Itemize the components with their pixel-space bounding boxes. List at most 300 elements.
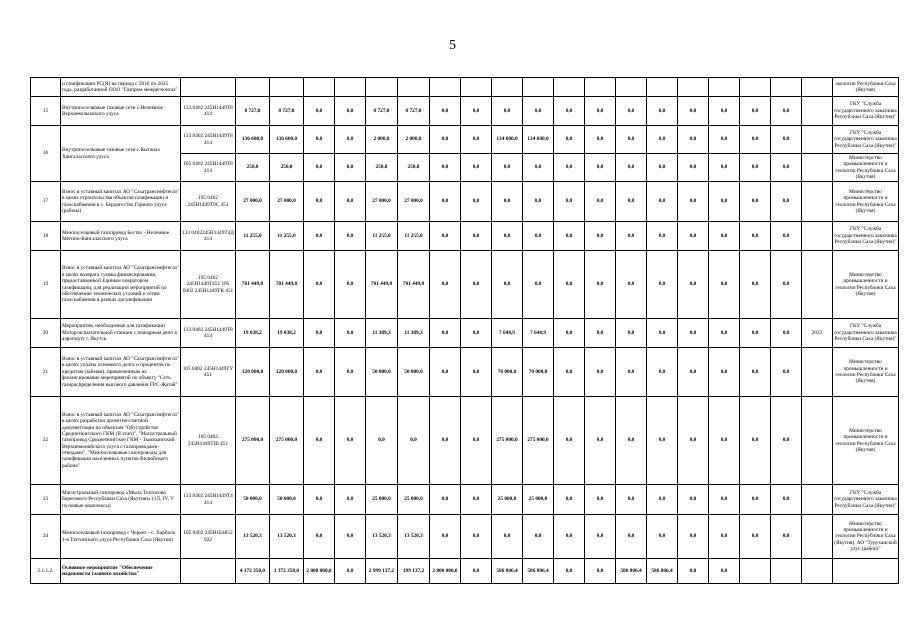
amount-cell: 0,0 [523, 154, 554, 182]
amount-cell: 0,0 [616, 348, 647, 397]
amount-cell: 0,0 [678, 182, 709, 222]
responsible-cell: Министерство промышленности и геологии Республики Саха (Якутия) [833, 154, 899, 182]
table-row [31, 319, 899, 348]
table-row [31, 515, 899, 559]
amount-cell: 0,0 [771, 182, 802, 222]
amount-cell: 0,0 [771, 397, 802, 485]
amount-cell: 0,0 [709, 182, 740, 222]
amount-cell: 0,0 [304, 97, 335, 126]
responsible-cell: ГКУ "Служба государственного заказчика Республики Саха (Якутия)" [833, 126, 899, 154]
amount-cell: 0,0 [616, 182, 647, 222]
amount-cell: 0,0 [740, 154, 771, 182]
year-cell [802, 397, 833, 485]
responsible-cell: экологии Республики Саха (Якутия) [833, 78, 899, 97]
amount-cell: 0,0 [461, 515, 492, 559]
amount-cell: 0,0 [678, 559, 709, 584]
amount-cell: 2 000,0 [366, 126, 398, 154]
budget-code-cell: 133 0402 245Н1449Т8 414 [181, 319, 236, 348]
amount-cell: 0,0 [461, 485, 492, 515]
responsible-cell: Министерство промышленности и геологии Республики Саха (Якутия) [833, 182, 899, 222]
amount-cell: 701 449,8 [366, 251, 398, 319]
amount-cell: 70 000,0 [492, 348, 523, 397]
amount-cell: 0,0 [335, 485, 366, 515]
amount-cell: 0,0 [554, 251, 585, 319]
amount-cell: 275 000,0 [270, 397, 304, 485]
responsible-cell: Министерство промышленности и геологии Республики Саха (Якутия) [833, 397, 899, 485]
amount-cell: 136 600,0 [236, 126, 270, 154]
amount-cell [523, 78, 554, 97]
amount-cell: 0,0 [430, 126, 461, 154]
amount-cell: 0,0 [430, 97, 461, 126]
amount-cell: 0,0 [709, 559, 740, 584]
amount-cell: 0,0 [461, 348, 492, 397]
amount-cell: 0,0 [647, 397, 678, 485]
amount-cell: 275 000,0 [523, 397, 554, 485]
table-row [31, 222, 899, 251]
amount-cell: 0,0 [616, 515, 647, 559]
amount-cell: 0,0 [585, 348, 616, 397]
amount-cell: 0,0 [554, 222, 585, 251]
amount-cell: 134 600,0 [492, 126, 523, 154]
amount-cell: 0,0 [709, 515, 740, 559]
amount-cell: 0,0 [740, 97, 771, 126]
year-cell [802, 251, 833, 319]
amount-cell: 0,0 [523, 182, 554, 222]
amount-cell: 0,0 [430, 222, 461, 251]
amount-cell [335, 78, 366, 97]
amount-cell: 1 372 350,0 [270, 559, 304, 584]
amount-cell: 0,0 [335, 154, 366, 182]
amount-cell: 0,0 [335, 182, 366, 222]
table-row [31, 251, 899, 319]
budget-code-cell: 105 0402 245Н1Б4852 922 [181, 515, 236, 559]
row-number-cell: 19 [31, 251, 61, 319]
amount-cell: 0,0 [678, 222, 709, 251]
amount-cell: 0,0 [554, 97, 585, 126]
amount-cell: 25 000,0 [523, 485, 554, 515]
amount-cell: 0,0 [554, 348, 585, 397]
year-cell [802, 78, 833, 97]
amount-cell: 0,0 [585, 251, 616, 319]
table-body [31, 78, 899, 584]
amount-cell: 0,0 [678, 154, 709, 182]
amount-cell: 11 389,3 [366, 319, 398, 348]
amount-cell: 19 038,2 [270, 319, 304, 348]
amount-cell: 0,0 [304, 319, 335, 348]
amount-cell: 0,0 [585, 182, 616, 222]
amount-cell: 0,0 [430, 154, 461, 182]
amount-cell: 11 389,3 [398, 319, 430, 348]
amount-cell: 0,0 [585, 154, 616, 182]
amount-cell: 2 999 137,2 [366, 559, 398, 584]
amount-cell: 0,0 [461, 126, 492, 154]
amount-cell: 199 137,2 [398, 559, 430, 584]
amount-cell: 0,0 [616, 397, 647, 485]
amount-cell: 0,0 [461, 251, 492, 319]
amount-cell: 0,0 [709, 126, 740, 154]
amount-cell: 0,0 [398, 397, 430, 485]
budget-code-cell: 105 0402 245Н1449Т451 105 0402 245Н1449ТК 451 [181, 251, 236, 319]
amount-cell [554, 78, 585, 97]
amount-cell: 0,0 [678, 348, 709, 397]
responsible-cell: Министерство промышленности и геологии Республики Саха (Якутия), АО "Туруханский улус (район)" [833, 515, 899, 559]
amount-cell: 0,0 [647, 348, 678, 397]
amount-cell: 27 000,0 [270, 182, 304, 222]
amount-cell: 0,0 [554, 515, 585, 559]
amount-cell [585, 78, 616, 97]
amount-cell: 8 727,0 [366, 97, 398, 126]
table-row [31, 485, 899, 515]
amount-cell: 0,0 [461, 559, 492, 584]
amount-cell: 0,0 [678, 515, 709, 559]
amount-cell: 0,0 [709, 319, 740, 348]
amount-cell: 0,0 [430, 485, 461, 515]
amount-cell: 8 727,0 [270, 97, 304, 126]
amount-cell: 0,0 [678, 485, 709, 515]
row-number-cell [31, 78, 61, 97]
amount-cell: 0,0 [740, 485, 771, 515]
budget-code-cell [181, 78, 236, 97]
amount-cell: 0,0 [740, 319, 771, 348]
amount-cell: 0,0 [771, 154, 802, 182]
page-number: 5 [449, 38, 456, 53]
amount-cell: 0,0 [335, 515, 366, 559]
responsible-cell: Министерство промышленности и геологии Республики Саха (Якутия) [833, 348, 899, 397]
amount-cell: 701 449,8 [270, 251, 304, 319]
amount-cell: 0,0 [678, 126, 709, 154]
amount-cell: 134 600,0 [523, 126, 554, 154]
amount-cell: 0,0 [461, 319, 492, 348]
amount-cell: 27 000,0 [366, 182, 398, 222]
year-cell [802, 126, 833, 154]
amount-cell: 0,0 [304, 154, 335, 182]
row-number-cell: 22 [31, 397, 61, 485]
row-number-cell: 17 [31, 182, 61, 222]
amount-cell: 0,0 [554, 559, 585, 584]
amount-cell: 0,0 [554, 154, 585, 182]
amount-cell: 11 255,0 [236, 222, 270, 251]
responsible-cell: Министерство промышленности и геологии Республики Саха (Якутия) [833, 251, 899, 319]
amount-cell: 0,0 [616, 126, 647, 154]
amount-cell: 586 806,4 [492, 559, 523, 584]
amount-cell: 0,0 [771, 251, 802, 319]
amount-cell [709, 78, 740, 97]
amount-cell: 0,0 [335, 251, 366, 319]
amount-cell: 13 520,3 [236, 515, 270, 559]
amount-cell [270, 78, 304, 97]
amount-cell: 0,0 [647, 485, 678, 515]
row-number-cell: 24 [31, 515, 61, 559]
amount-cell: 0,0 [304, 397, 335, 485]
amount-cell: 0,0 [554, 319, 585, 348]
amount-cell: 0,0 [554, 485, 585, 515]
amount-cell: 2 800 000,0 [430, 559, 461, 584]
row-number-cell: 15 [31, 97, 61, 126]
event-name-cell: Взнос в уставный капитал АО "Сахатранснефтегаз" в целях строительства объектов газификации и газоснабжения в с. Бердигестях Горного улуса (района) [61, 182, 181, 222]
table-row [31, 126, 899, 154]
amount-cell: 0,0 [523, 251, 554, 319]
amount-cell [304, 78, 335, 97]
amount-cell: 275 000,0 [492, 397, 523, 485]
budget-code-cell: 133 0402 245Н1449Т8 414 [181, 126, 236, 154]
year-cell [802, 154, 833, 182]
amount-cell: 0,0 [616, 251, 647, 319]
event-name-cell: Взнос в уставный капитал АО "Сахатранснефтегаз" в целях уплаты основного долга и процентов по кредитам (займам), привлеченным на финансирование мероприятий по объекту "Сеть газораспределения высокого давления ГРС-Жатай" [61, 348, 181, 397]
amount-cell: 0,0 [709, 97, 740, 126]
amount-cell: 0,0 [771, 515, 802, 559]
row-number-cell: 23 [31, 485, 61, 515]
amount-cell: 0,0 [740, 126, 771, 154]
amount-cell [740, 78, 771, 97]
amount-cell: 0,0 [461, 97, 492, 126]
year-cell [802, 348, 833, 397]
amount-cell: 27 000,0 [236, 182, 270, 222]
program-table [30, 77, 899, 584]
amount-cell: 701 449,8 [398, 251, 430, 319]
amount-cell: 50 000,0 [398, 348, 430, 397]
row-number-cell: 21 [31, 348, 61, 397]
amount-cell: 0,0 [430, 182, 461, 222]
amount-cell: 13 520,3 [398, 515, 430, 559]
budget-code-cell: 133 0402 245Н1449Т4 414 [181, 485, 236, 515]
event-name-cell: Магистральный газопровод «Мыла Тохтохово Берегового Республики Саха (Якутия)» (1Л, IV, V пусковые комплексы) [61, 485, 181, 515]
budget-code-cell [181, 559, 236, 584]
amount-cell: 0,0 [647, 97, 678, 126]
amount-cell: 25 000,0 [398, 485, 430, 515]
amount-cell: 0,0 [740, 182, 771, 222]
amount-cell: 0,0 [585, 126, 616, 154]
amount-cell: 0,0 [335, 97, 366, 126]
amount-cell: 0,0 [709, 251, 740, 319]
amount-cell: 0,0 [461, 222, 492, 251]
amount-cell: 0,0 [740, 348, 771, 397]
amount-cell [398, 78, 430, 97]
amount-cell: 0,0 [523, 97, 554, 126]
amount-cell: 0,0 [335, 348, 366, 397]
year-cell [802, 559, 833, 584]
event-name-cell: Взнос в уставный капитал АО "Сахатранснефтегаз" в целях возврата суммы финансирования, предоставленной Единым оператором газификации, для реализации мероприятий по обеспечению технических условий и сетям газоснабжения в рамках догазификации [61, 251, 181, 319]
event-name-cell: Основное мероприятие "Обеспечение надежности газового хозяйства" [61, 559, 181, 584]
responsible-cell [833, 559, 899, 584]
table-row [31, 182, 899, 222]
amount-cell: 0,0 [771, 319, 802, 348]
amount-cell: 0,0 [554, 126, 585, 154]
amount-cell: 0,0 [616, 154, 647, 182]
amount-cell: 0,0 [304, 251, 335, 319]
table-row [31, 97, 899, 126]
amount-cell: 0,0 [523, 515, 554, 559]
amount-cell [461, 78, 492, 97]
event-name-cell: Взнос в уставный капитал АО "Сахатранснефтегаз" в целях разработки проектно-сметной документации по объектам "Обустройство Среднетюнгского ГКМ (II этап)", "Магистральный газопровод Среднетюнгское ГКМ - Тымпынгский Верхневилюйского улуса с газопроводами-отводами", "Межпоселковые газопроводы для газификации населенных пунктов Вилюйского района" [61, 397, 181, 485]
amount-cell: 0,0 [616, 485, 647, 515]
amount-cell: 0,0 [585, 222, 616, 251]
amount-cell: 0,0 [430, 515, 461, 559]
amount-cell: 701 449,8 [236, 251, 270, 319]
row-number-cell: 20 [31, 319, 61, 348]
amount-cell: 27 000,0 [398, 182, 430, 222]
amount-cell: 120 000,0 [236, 348, 270, 397]
amount-cell: 0,0 [335, 397, 366, 485]
amount-cell [366, 78, 398, 97]
budget-code-cell: 105 0402 245Н1449Т9С 451 [181, 182, 236, 222]
amount-cell: 0,0 [461, 154, 492, 182]
amount-cell: 0,0 [492, 222, 523, 251]
responsible-cell: ГКУ "Служба государственного заказчика Республики Саха (Якутия)" [833, 485, 899, 515]
amount-cell: 0,0 [647, 251, 678, 319]
amount-cell: 0,0 [304, 182, 335, 222]
amount-cell: 0,0 [585, 319, 616, 348]
amount-cell: 0,0 [461, 397, 492, 485]
amount-cell: 0,0 [335, 222, 366, 251]
amount-cell: 0,0 [304, 222, 335, 251]
amount-cell: 0,0 [523, 222, 554, 251]
amount-cell: 275 000,0 [236, 397, 270, 485]
amount-cell: 0,0 [771, 485, 802, 515]
amount-cell: 8 727,0 [398, 97, 430, 126]
table-row [31, 78, 899, 97]
amount-cell: 0,0 [585, 397, 616, 485]
amount-cell: 8 727,0 [236, 97, 270, 126]
amount-cell: 0,0 [366, 397, 398, 485]
amount-cell: 0,0 [678, 319, 709, 348]
amount-cell: 0,0 [647, 126, 678, 154]
amount-cell: 250,0 [398, 154, 430, 182]
amount-cell: 0,0 [335, 126, 366, 154]
amount-cell: 0,0 [554, 397, 585, 485]
amount-cell: 0,0 [740, 251, 771, 319]
amount-cell: 0,0 [492, 515, 523, 559]
amount-cell: 120 000,0 [270, 348, 304, 397]
year-cell [802, 485, 833, 515]
amount-cell [236, 78, 270, 97]
amount-cell: 19 038,2 [236, 319, 270, 348]
amount-cell: 0,0 [616, 222, 647, 251]
amount-cell: 0,0 [585, 559, 616, 584]
amount-cell: 250,0 [236, 154, 270, 182]
amount-cell [771, 78, 802, 97]
amount-cell [647, 78, 678, 97]
year-cell [802, 97, 833, 126]
amount-cell: 0,0 [709, 154, 740, 182]
year-cell: 2023 [802, 319, 833, 348]
event-name-cell: Межпоселковый газопровод Бестях - Нелемное Мегино-Кангаласского улуса [61, 222, 181, 251]
amount-cell: 50 000,0 [270, 485, 304, 515]
amount-cell: 11 255,0 [366, 222, 398, 251]
budget-code-cell: 133 0402245Н1449Т4Д 414 [181, 222, 236, 251]
amount-cell: 2 800 000,0 [304, 559, 335, 584]
amount-cell: 0,0 [304, 485, 335, 515]
amount-cell: 0,0 [678, 97, 709, 126]
amount-cell: 586 806,4 [523, 559, 554, 584]
amount-cell: 0,0 [430, 348, 461, 397]
amount-cell: 0,0 [335, 319, 366, 348]
amount-cell: 0,0 [771, 222, 802, 251]
event-name-cell: и газификации РС(Я) на период с 2016 по 2025 года, разработанной ООО "Газпром межрегионгаз" [61, 78, 181, 97]
amount-cell: 25 000,0 [366, 485, 398, 515]
amount-cell: 0,0 [771, 97, 802, 126]
amount-cell: 0,0 [740, 515, 771, 559]
amount-cell: 7 648,9 [523, 319, 554, 348]
table-row [31, 397, 899, 485]
amount-cell: 13 520,3 [270, 515, 304, 559]
budget-code-cell: 105 0402 245Н1449Т8 414 [181, 154, 236, 182]
amount-cell: 250,0 [366, 154, 398, 182]
amount-cell: 11 255,0 [270, 222, 304, 251]
amount-cell [678, 78, 709, 97]
amount-cell: 0,0 [647, 182, 678, 222]
event-name-cell: Внутрипоселковые газовые сети с.Кытанах Хангаласского улуса [61, 126, 181, 182]
amount-cell: 0,0 [771, 126, 802, 154]
responsible-cell: ГКУ "Служба государственного заказчика Республики Саха (Якутия)" [833, 222, 899, 251]
amount-cell: 25 000,0 [492, 485, 523, 515]
amount-cell: 0,0 [709, 222, 740, 251]
amount-cell: 586 806,4 [647, 559, 678, 584]
amount-cell: 0,0 [647, 319, 678, 348]
amount-cell: 586 806,4 [616, 559, 647, 584]
amount-cell: 0,0 [492, 182, 523, 222]
year-cell [802, 182, 833, 222]
amount-cell: 4 172 350,0 [236, 559, 270, 584]
amount-cell: 0,0 [709, 397, 740, 485]
amount-cell: 2 000,0 [398, 126, 430, 154]
amount-cell: 0,0 [335, 559, 366, 584]
amount-cell: 0,0 [492, 251, 523, 319]
amount-cell: 0,0 [740, 222, 771, 251]
amount-cell [616, 78, 647, 97]
amount-cell: 0,0 [554, 182, 585, 222]
responsible-cell: ГКУ "Служба государственного заказчика Республики Саха (Якутия)" [833, 319, 899, 348]
responsible-cell: ГКУ "Служба государственного заказчика Республики Саха (Якутия)" [833, 97, 899, 126]
amount-cell: 7 648,9 [492, 319, 523, 348]
event-name-cell: Мероприятия, необходимые для газификации Мотор-испытательной станции с пожарным депо в аэропорту г. Якутск [61, 319, 181, 348]
amount-cell: 0,0 [616, 319, 647, 348]
table-row [31, 348, 899, 397]
amount-cell: 11 255,0 [398, 222, 430, 251]
amount-cell [740, 559, 771, 584]
table-row [31, 559, 899, 584]
budget-code-cell: 105 0402 245Н1449ТУ 451 [181, 348, 236, 397]
amount-cell: 50 000,0 [236, 485, 270, 515]
amount-cell: 0,0 [430, 397, 461, 485]
row-number-cell: 16 [31, 126, 61, 182]
amount-cell: 136 600,0 [270, 126, 304, 154]
amount-cell: 0,0 [647, 515, 678, 559]
amount-cell: 0,0 [461, 182, 492, 222]
amount-cell: 0,0 [304, 126, 335, 154]
amount-cell: 0,0 [430, 319, 461, 348]
amount-cell: 0,0 [304, 515, 335, 559]
amount-cell: 0,0 [771, 348, 802, 397]
amount-cell: 0,0 [585, 97, 616, 126]
amount-cell [430, 78, 461, 97]
amount-cell: 0,0 [616, 97, 647, 126]
year-cell [802, 222, 833, 251]
budget-code-cell: 105 0402 245Н1449ТШ 451 [181, 397, 236, 485]
amount-cell: 70 000,0 [523, 348, 554, 397]
event-name-cell: Межпоселковый газопровод с Черкех - с. Харбала 1-я Таттинского улуса Республики Саха (Якутия) [61, 515, 181, 559]
amount-cell: 13 520,3 [366, 515, 398, 559]
row-number-cell: 18 [31, 222, 61, 251]
amount-cell: 0,0 [678, 397, 709, 485]
amount-cell: 0,0 [492, 154, 523, 182]
amount-cell: 0,0 [647, 222, 678, 251]
row-number-cell: 2.1.1.2. [31, 559, 61, 584]
amount-cell: 0,0 [430, 251, 461, 319]
budget-code-cell: 133 0402 245Н1449Т8 414 [181, 97, 236, 126]
amount-cell: 0,0 [492, 97, 523, 126]
amount-cell: 0,0 [678, 251, 709, 319]
amount-cell: 50 000,0 [366, 348, 398, 397]
